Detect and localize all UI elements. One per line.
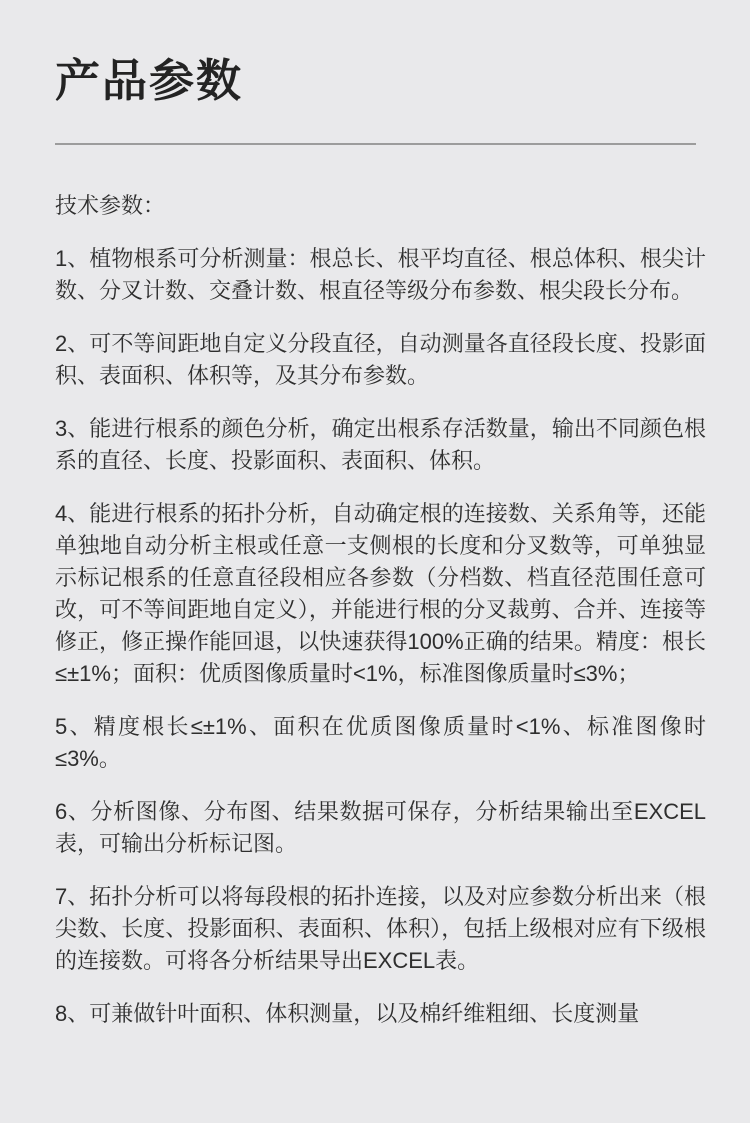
param-item: 3、能进行根系的颜色分析，确定出根系存活数量，输出不同颜色根系的直径、长度、投影面积、表面积、体积。 bbox=[55, 415, 706, 473]
section-heading: 技术参数： bbox=[55, 192, 166, 218]
technical-parameters-section bbox=[55, 190, 706, 1030]
param-item: 8、可兼做针叶面积、体积测量，以及棉纤维粗细、长度测量 bbox=[55, 1000, 640, 1026]
param-item: 6、分析图像、分布图、结果数据可保存，分析结果输出至EXCEL表，可输出分析标记图。 bbox=[55, 798, 706, 856]
page-title: 产品参数 bbox=[55, 55, 244, 106]
param-item: 1、植物根系可分析测量：根总长、根平均直径、根总体积、根尖计数、分叉计数、交叠计数、根直径等级分布参数、根尖段长分布。 bbox=[55, 245, 706, 303]
param-item: 4、能进行根系的拓扑分析，自动确定根的连接数、关系角等，还能单独地自动分析主根或任意一支侧根的长度和分叉数等，可单独显示标记根系的任意直径段相应各参数（分档数、档直径范围任意可改，可不等间距地自定义），并能进行根的分叉裁剪、合并、连接等修正，修正操作能回退，以快速获得100%正确的结果。精度：根长≤±1%；面积：优质图像质量时<1%，标准图像质量时≤3%； bbox=[55, 500, 706, 686]
param-item: 7、拓扑分析可以将每段根的拓扑连接，以及对应参数分析出来（根尖数、长度、投影面积、表面积、体积），包括上级根对应有下级根的连接数。可将各分析结果导出EXCEL表。 bbox=[55, 883, 706, 973]
param-item: 2、可不等间距地自定义分段直径，自动测量各直径段长度、投影面积、表面积、体积等，及其分布参数。 bbox=[55, 330, 706, 388]
title-divider bbox=[55, 143, 696, 145]
param-item: 5、精度根长≤±1%、面积在优质图像质量时<1%、标准图像时≤3%。 bbox=[55, 713, 706, 771]
